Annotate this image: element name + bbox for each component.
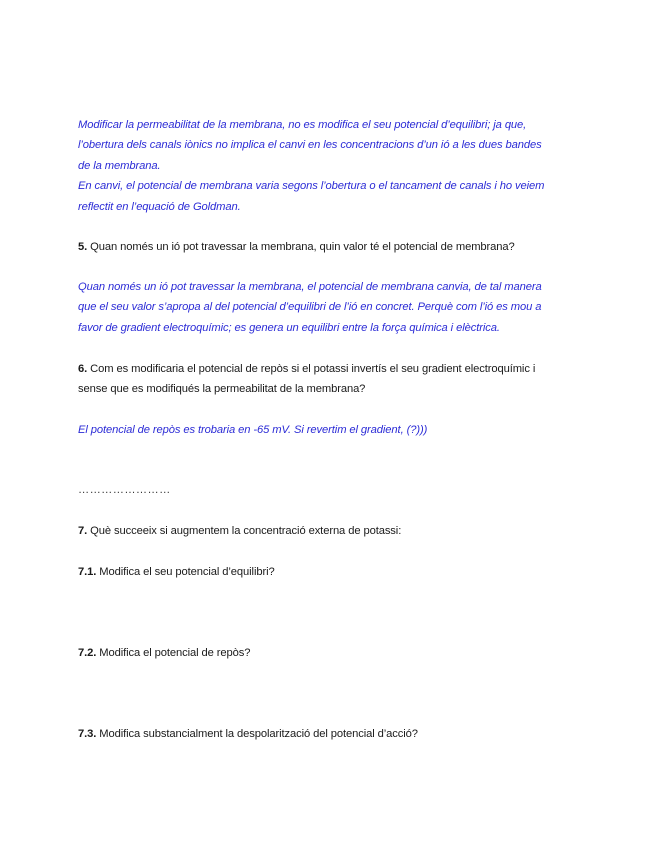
question-7-text: Què succeeix si augmentem la concentració externa de potassi: <box>87 525 402 537</box>
question-7-3-text: Modifica substancialment la despolarització del potencial d’acció? <box>96 728 418 740</box>
dotted-separator <box>78 480 583 500</box>
answer-6-text: El potencial de repòs es trobaria en -65 mV. Si revertim el gradient, (?))) <box>78 424 428 436</box>
answer-5-line-2: que el seu valor s’apropa al del potencial d’equilibri de l’ió en concret. Perquè com l’ió es mou a <box>78 301 542 314</box>
dotted-separator-text: …………………… <box>78 484 171 496</box>
question-5-text: Quan només un ió pot travessar la membrana, quin valor té el potencial de membrana? <box>87 241 515 253</box>
answer-5 <box>78 277 583 338</box>
question-7 <box>78 521 583 541</box>
question-6 <box>78 359 583 400</box>
question-7-1-number: 7.1. <box>78 566 97 578</box>
question-7-2 <box>78 643 583 663</box>
answer-5-line-1: Quan només un ió pot travessar la membrana, el potencial de membrana canvia, de tal manera <box>78 281 542 293</box>
answer-4-line-1: Modificar la permeabilitat de la membrana, no es modifica el seu potencial d’equilibri; ja que, <box>78 119 527 131</box>
answer-4-line-3: de la membrana. <box>78 159 161 172</box>
question-7-2-text: Modifica el potencial de repòs? <box>96 647 251 659</box>
question-6-line-1 <box>78 359 583 379</box>
question-7-2-line <box>78 643 583 663</box>
question-7-3 <box>78 724 583 744</box>
question-7-3-line <box>78 724 583 744</box>
question-7-1-text: Modifica el seu potencial d’equilibri? <box>96 566 275 578</box>
question-6-text-1: Com es modificaria el potencial de repòs si el potassi invertís el seu gradient electroquímic i <box>87 363 536 375</box>
question-5-line <box>78 237 583 257</box>
question-6-line-2: sense que es modifiqués la permeabilitat de la membrana? <box>78 383 366 396</box>
answer-4 <box>78 115 583 217</box>
answer-5-line-3: favor de gradient electroquímic; es genera un equilibri entre la força química i elèctrica. <box>78 321 500 334</box>
answer-4-line-4: En canvi, el potencial de membrana varia segons l’obertura o el tancament de canals i ho veiem <box>78 180 545 193</box>
answer-6 <box>78 420 583 440</box>
answer-4-line-2: l’obertura dels canals iònics no implica el canvi en les concentracions d’un ió a les dues bandes <box>78 139 542 152</box>
question-5 <box>78 237 583 257</box>
question-7-3-number: 7.3. <box>78 728 97 740</box>
answer-4-line-5: reflectit en l’equació de Goldman. <box>78 200 241 213</box>
question-7-1-line <box>78 562 583 582</box>
question-7-number: 7. <box>78 525 88 537</box>
question-7-2-number: 7.2. <box>78 647 97 659</box>
question-7-line <box>78 521 583 541</box>
question-5-number: 5. <box>78 241 88 253</box>
question-6-number: 6. <box>78 363 88 375</box>
question-7-1 <box>78 562 583 582</box>
